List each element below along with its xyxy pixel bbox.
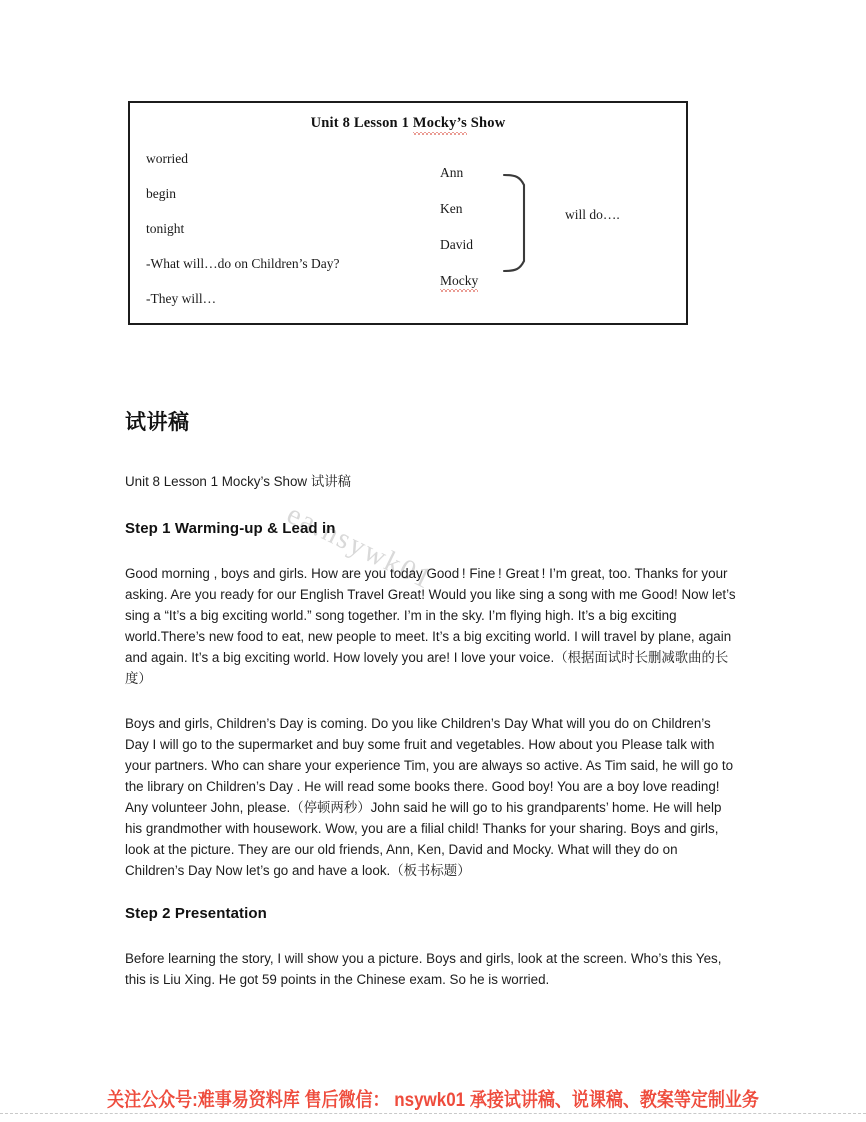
- paragraph-step1-greeting: Good morning , boys and girls. How are you today Good ! Fine ! Great ! I’m great, too. Thanks for your asking. Are you ready for our English Travel Great! Would you like sing a song with me Good! Now let’s sing a “It’s a big exciting world.” song together. I’m in the sky. I’m flying high. It’s a big exciting world.There’s new food to eat, new people to meet. It’s a big exciting world. I will travel by plane, again and again. It’s a big exciting world. How lovely you are! I love your voice.（根据面试时长删减歌曲的长度）: [125, 565, 736, 686]
- board-word-begin: begin: [146, 186, 176, 201]
- board-title-prefix: Unit 8 Lesson 1: [310, 115, 413, 131]
- board-title-suffix: Show: [466, 115, 506, 131]
- board-name-list: [440, 165, 506, 309]
- section-heading-step2: Step 2 Presentation: [125, 905, 267, 923]
- document-body: [125, 406, 737, 991]
- footer-banner: [0, 1085, 866, 1114]
- board-brace-label: will do….: [565, 207, 620, 222]
- paragraph-step1-childrens-day: Boys and girls, Children’s Day is coming. Do you like Children’s Day What will you do on Children’s Day I will go to the supermarket and buy some fruit and vegetables. How about you Please talk with your partners. Who can share your experience Tim, you are always so active. As Tim said, he will go to the library on Children’s Day . He will read some books there. Good boy! You are a boy love reading! Any volunteer John, please.（停顿两秒）John said he will go to his grandparents’ home. He will help his grandmother with housework. Wow, you are a filial child! Thanks for your sharing. Boys and girls, look at the picture. They are our old friends, Ann, Ken, David and Mocky. What will they do on Children’s Day Now let’s go and have a look.（板书标题）: [125, 716, 734, 879]
- page-watermark: ea.nsywk01: [281, 498, 438, 596]
- board-title: [130, 115, 686, 132]
- board-name-david: David: [440, 237, 473, 252]
- board-sentence-answer: -They will…: [146, 291, 217, 306]
- board-left-column: [146, 151, 446, 326]
- page-title: 试讲稿: [125, 411, 190, 434]
- footer-promo-text: 关注公众号:难事易资料库 售后微信： nsywk01 承接试讲稿、说课稿、教案等定制业务: [107, 1089, 759, 1111]
- board-name-mocky: Mocky: [440, 273, 479, 288]
- board-name-ann: Ann: [440, 165, 464, 180]
- board-name-ken: Ken: [440, 201, 463, 216]
- section-heading-step1: Step 1 Warming-up & Lead in: [125, 519, 336, 537]
- blackboard-design-figure: [128, 101, 688, 325]
- board-title-misspelled-word: Mocky’s: [412, 115, 467, 131]
- board-word-worried: worried: [146, 151, 188, 166]
- curly-brace-icon: [502, 169, 548, 277]
- board-word-tonight: tonight: [146, 221, 185, 236]
- board-sentence-question: -What will…do on Children’s Day?: [146, 256, 340, 271]
- board-right-column: [440, 165, 680, 309]
- paragraph-step2-presentation: Before learning the story, I will show you a picture. Boys and girls, look at the screen. Who’s this Yes, this is Liu Xing. He got 59 points in the Chinese exam. So he is worried.: [125, 951, 722, 988]
- document-subtitle: Unit 8 Lesson 1 Mocky’s Show 试讲稿: [125, 474, 351, 489]
